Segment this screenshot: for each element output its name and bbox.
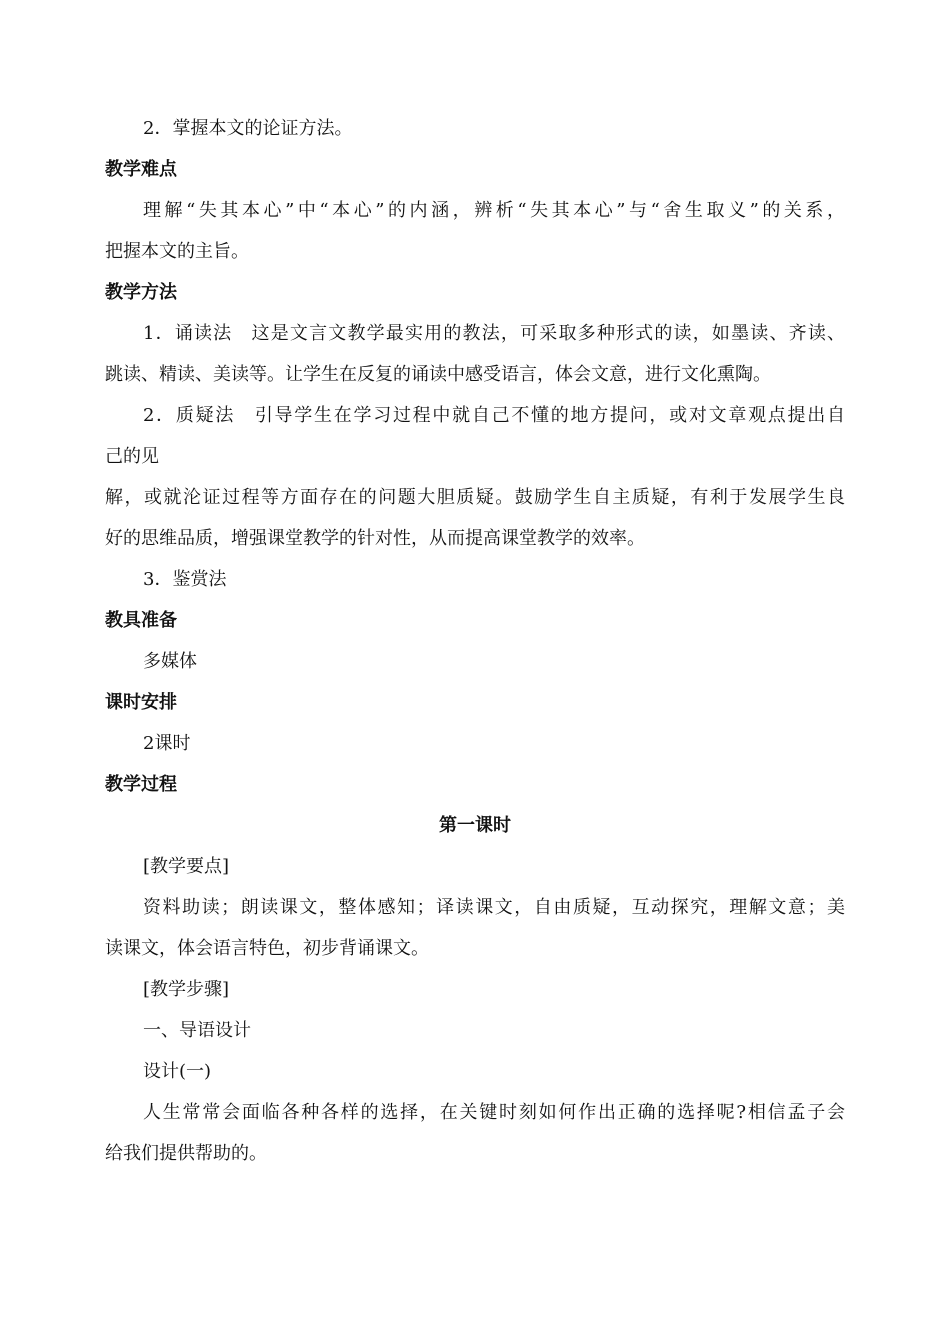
method-1-line-2: 跳读、精读、美读等。让学生在反复的诵读中感受语言，体会文意，进行文化熏陶。 <box>105 364 771 385</box>
teaching-aids-text: 多媒体 <box>143 651 197 672</box>
difficulty-text-line-1: 理解“失其本心”中“本心”的内涵，辨析“失其本心”与“舍生取义”的关系， <box>143 200 845 221</box>
step-1-intro: 一、导语设计 <box>143 1020 251 1041</box>
method-2-line-1: 2．质疑法 引导学生在学习过程中就自己不懂的地方提问，或对文章观点提出自 <box>143 405 845 426</box>
heading-schedule: 课时安排 <box>105 692 177 713</box>
heading-teaching-process: 教学过程 <box>105 774 177 795</box>
teaching-points-line-1: 资料助读；朗读课文，整体感知；译读课文，自由质疑，互动探究，理解文意；美 <box>143 897 845 918</box>
lesson-one-title: 第一课时 <box>439 815 511 836</box>
document-page <box>105 108 845 1174</box>
teaching-points-line-2: 读课文，体会语言特色，初步背诵课文。 <box>105 938 429 959</box>
method-2-line-2: 己的见 <box>105 446 159 467</box>
objective-2: 2．掌握本文的论证方法。 <box>143 118 353 139</box>
heading-teaching-methods: 教学方法 <box>105 282 177 303</box>
schedule-text: 2课时 <box>143 733 191 754</box>
heading-teaching-aids: 教具准备 <box>105 610 177 631</box>
design-1-line-1: 人生常常会面临各种各样的选择，在关键时刻如何作出正确的选择呢?相信孟子会 <box>143 1102 845 1123</box>
teaching-steps-label: [教学步骤] <box>143 979 230 1000</box>
method-2-line-4: 好的思维品质，增强课堂教学的针对性，从而提高课堂教学的效率。 <box>105 528 645 549</box>
teaching-points-label: [教学要点] <box>143 856 230 877</box>
method-2-line-3: 解，或就沦证过程等方面存在的问题大胆质疑。鼓励学生自主质疑，有利于发展学生良 <box>105 487 845 508</box>
heading-teaching-difficulty: 教学难点 <box>105 159 177 180</box>
difficulty-text-line-2: 把握本文的主旨。 <box>105 241 249 262</box>
design-1-label: 设计(一) <box>143 1061 212 1082</box>
design-1-line-2: 给我们提供帮助的。 <box>105 1143 267 1164</box>
method-3: 3．鉴赏法 <box>143 569 227 590</box>
method-1-line-1: 1．诵读法 这是文言文教学最实用的教法，可采取多种形式的读，如墨读、齐读、 <box>143 323 845 344</box>
